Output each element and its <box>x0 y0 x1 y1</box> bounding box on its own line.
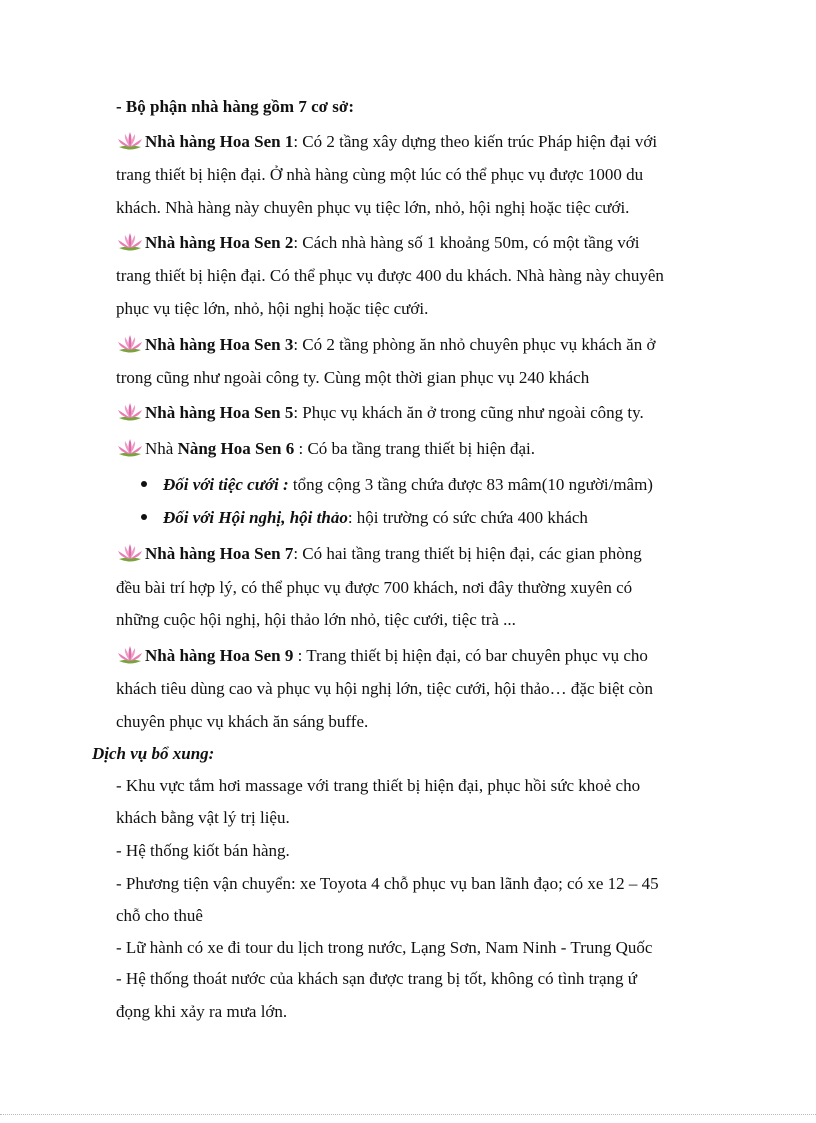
extra-service-line: - Hệ thống kiốt bán hàng. <box>116 841 290 860</box>
hs6-bullet-wedding <box>141 474 653 496</box>
lotus-icon <box>116 402 144 428</box>
hs5-line1 <box>116 402 644 424</box>
bullet-conference-text: : hội trường có sức chứa 400 khách <box>347 508 588 527</box>
hs9-name: Nhà hàng Hoa Sen 9 <box>145 646 294 665</box>
extra-service-line: khách bằng vật lý trị liệu. <box>116 808 290 827</box>
hs7-line1 <box>116 543 642 565</box>
bullet-wedding-label: Đối với tiệc cưới : <box>163 475 289 494</box>
hs3-line2: trong cũng như ngoài công ty. Cùng một thời gian phục vụ 240 khách <box>116 368 590 387</box>
hs6-text1: : Có ba tầng trang thiết bị hiện đại. <box>294 439 536 458</box>
extra-service-line: chỗ cho thuê <box>116 906 203 925</box>
bullet-icon <box>141 481 147 487</box>
lotus-icon <box>116 438 144 464</box>
hs3-text1: : Có 2 tầng phòng ăn nhỏ chuyên phục vụ khách ăn ở <box>293 335 656 354</box>
hs7-line2: đều bài trí hợp lý, có thể phục vụ được 700 khách, nơi đây thường xuyên có <box>116 578 633 597</box>
extra-service-line: đọng khi xảy ra mưa lớn. <box>116 1002 288 1021</box>
hs2-line2: trang thiết bị hiện đại. Có thể phục vụ được 400 du khách. Nhà hàng này chuyên <box>116 266 664 285</box>
hs3-line1 <box>116 334 655 356</box>
hs6-line1 <box>116 438 535 460</box>
hs1-text1: : Có 2 tầng xây dựng theo kiến trúc Pháp hiện đại với <box>293 132 658 151</box>
hs6-bullet-conference <box>141 507 588 529</box>
hs6-name: Nàng Hoa Sen 6 <box>177 439 295 458</box>
hs7-name: Nhà hàng Hoa Sen 7 <box>145 544 294 563</box>
hs9-line1 <box>116 645 648 667</box>
extra-services-heading: Dịch vụ bổ xung: <box>92 744 215 763</box>
hs1-line2: trang thiết bị hiện đại. Ở nhà hàng cùng một lúc có thể phục vụ được 1000 du <box>116 165 644 184</box>
hs5-text1: : Phục vụ khách ăn ở trong cũng như ngoài công ty. <box>293 403 644 422</box>
extra-service-line: - Hệ thống thoát nước của khách sạn được trang bị tốt, không có tình trạng ứ <box>116 969 638 988</box>
hs1-line3: khách. Nhà hàng này chuyên phục vụ tiệc lớn, nhỏ, hội nghị hoặc tiệc cưới. <box>116 198 630 217</box>
lotus-icon <box>116 645 144 671</box>
lotus-icon <box>116 543 144 569</box>
hs9-line3: chuyên phục vụ khách ăn sáng buffe. <box>116 712 369 731</box>
hs3-name: Nhà hàng Hoa Sen 3 <box>145 335 294 354</box>
bullet-wedding-text: tổng cộng 3 tầng chứa được 83 mâm(10 người/mâm) <box>288 475 653 494</box>
hs2-text1: : Cách nhà hàng số 1 khoảng 50m, có một tầng với <box>293 233 640 252</box>
hs2-line1 <box>116 232 639 254</box>
hs6-prefix: Nhà <box>145 439 178 458</box>
lotus-icon <box>116 334 144 360</box>
extra-service-line: - Lữ hành có xe đi tour du lịch trong nước, Lạng Sơn, Nam Ninh - Trung Quốc <box>116 938 653 957</box>
hs1-line1 <box>116 131 657 153</box>
hs7-line3: những cuộc hội nghị, hội thảo lớn nhỏ, tiệc cưới, tiệc trà ... <box>116 610 516 629</box>
hs7-text1: : Có hai tầng trang thiết bị hiện đại, các gian phòng <box>293 544 642 563</box>
hs9-text1: : Trang thiết bị hiện đại, có bar chuyên phục vụ cho <box>293 646 648 665</box>
bullet-icon <box>141 514 147 520</box>
extra-service-line: - Phương tiện vận chuyển: xe Toyota 4 chỗ phục vụ ban lãnh đạo; có xe 12 – 45 <box>116 874 659 893</box>
lotus-icon <box>116 131 144 157</box>
hs5-name: Nhà hàng Hoa Sen 5 <box>145 403 294 422</box>
lotus-icon <box>116 232 144 258</box>
hs2-line3: phục vụ tiệc lớn, nhỏ, hội nghị hoặc tiệc cưới. <box>116 299 429 318</box>
bullet-conference-label: Đối với Hội nghị, hội thảo <box>163 508 348 527</box>
hs9-line2: khách tiêu dùng cao và phục vụ hội nghị lớn, tiệc cưới, hội thảo… đặc biệt còn <box>116 679 654 698</box>
restaurant-intro: - Bộ phận nhà hàng gồm 7 cơ sở: <box>116 97 354 116</box>
page-bottom-border <box>0 1114 816 1115</box>
hs2-name: Nhà hàng Hoa Sen 2 <box>145 233 294 252</box>
hs1-name: Nhà hàng Hoa Sen 1 <box>145 132 294 151</box>
extra-service-line: - Khu vực tắm hơi massage với trang thiết bị hiện đại, phục hồi sức khoẻ cho <box>116 776 641 795</box>
